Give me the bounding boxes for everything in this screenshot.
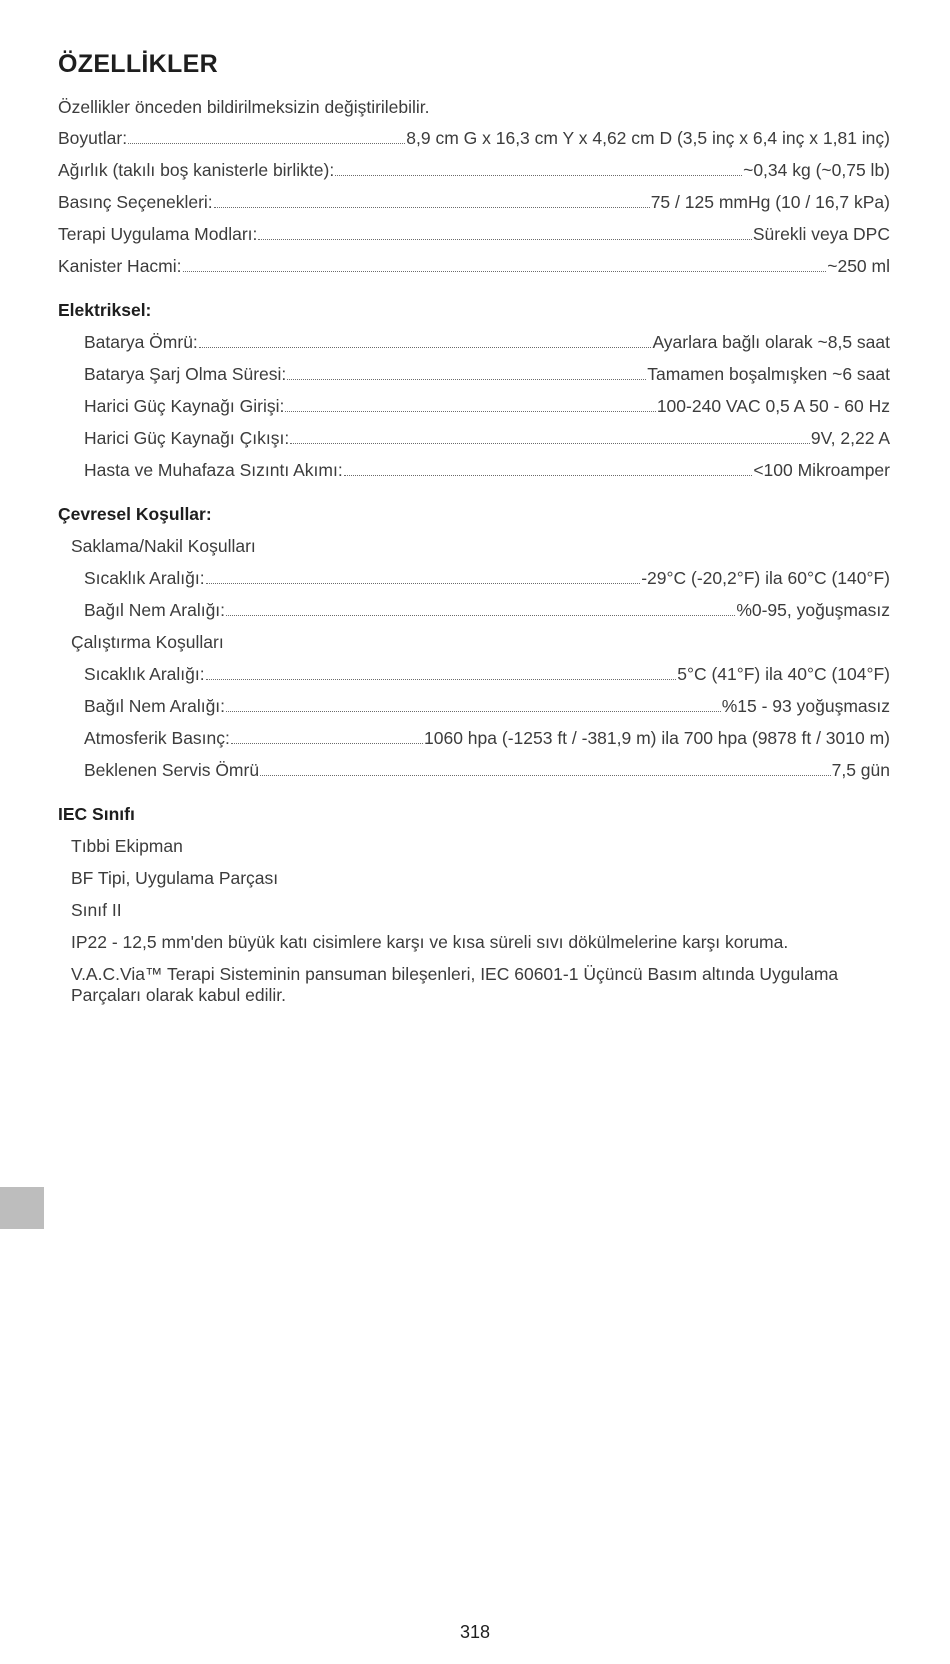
spec-row-power-input — [84, 396, 890, 417]
spec-value: <100 Mikroamper — [753, 460, 890, 480]
leader-dots — [344, 474, 753, 476]
leader-dots — [231, 742, 423, 744]
spec-label: Atmosferik Basınç: — [84, 728, 230, 748]
spec-label: Bağıl Nem Aralığı: — [84, 696, 226, 716]
spec-row-operating-temperature — [84, 664, 890, 685]
chapter-tab-marker — [0, 1187, 44, 1229]
spec-value: ~0,34 kg (~0,75 lb) — [743, 160, 890, 180]
subheading-operating: Çalıştırma Koşulları — [71, 632, 224, 652]
section-heading-electrical: Elektriksel: — [58, 300, 152, 320]
page-number: 318 — [459, 1622, 491, 1642]
spec-label: Harici Güç Kaynağı Girişi: — [84, 396, 285, 416]
leader-dots — [260, 774, 831, 776]
leader-dots — [199, 346, 652, 348]
leader-dots — [226, 710, 721, 712]
leader-dots — [335, 174, 742, 176]
spec-value: Ayarlara bağlı olarak ~8,5 saat — [652, 332, 890, 352]
spec-value: %15 - 93 yoğuşmasız — [721, 696, 890, 716]
spec-value: 75 / 125 mmHg (10 / 16,7 kPa) — [650, 192, 890, 212]
spec-value: 100-240 VAC 0,5 A 50 - 60 Hz — [656, 396, 890, 416]
spec-label: Ağırlık (takılı boş kanisterle birlikte): — [58, 160, 335, 180]
spec-label: Kanister Hacmi: — [58, 256, 182, 276]
leader-dots — [183, 270, 827, 272]
spec-row-power-output — [84, 428, 890, 449]
spec-label: Harici Güç Kaynağı Çıkışı: — [84, 428, 290, 448]
spec-value: Tamamen boşalmışken ~6 saat — [647, 364, 890, 384]
section-heading-iec: IEC Sınıfı — [58, 804, 135, 824]
spec-label: Batarya Şarj Olma Süresi: — [84, 364, 287, 384]
section-heading-environmental: Çevresel Koşullar: — [58, 504, 212, 524]
spec-row-storage-temperature — [84, 568, 890, 589]
leader-dots — [214, 206, 650, 208]
spec-value: 7,5 gün — [831, 760, 890, 780]
spec-row-dimensions — [58, 128, 890, 149]
iec-item: Tıbbi Ekipman — [71, 836, 183, 856]
spec-row-canister-volume — [58, 256, 890, 277]
leader-dots — [290, 442, 810, 444]
spec-value: Sürekli veya DPC — [752, 224, 890, 244]
intro-text: Özellikler önceden bildirilmeksizin değiştirilebilir. — [58, 97, 430, 117]
spec-label: Boyutlar: — [58, 128, 128, 148]
spec-row-leakage-current — [84, 460, 890, 481]
spec-row-battery-life — [84, 332, 890, 353]
spec-label: Hasta ve Muhafaza Sızıntı Akımı: — [84, 460, 343, 480]
leader-dots — [206, 582, 641, 584]
spec-label: Bağıl Nem Aralığı: — [84, 600, 226, 620]
spec-value: -29°C (-20,2°F) ila 60°C (140°F) — [641, 568, 890, 588]
spec-label: Sıcaklık Aralığı: — [84, 568, 205, 588]
spec-row-operating-humidity — [84, 696, 890, 717]
spec-row-pressure — [58, 192, 890, 213]
iec-item: Sınıf II — [71, 900, 122, 920]
spec-label: Batarya Ömrü: — [84, 332, 198, 352]
leader-dots — [258, 238, 751, 240]
iec-item: BF Tipi, Uygulama Parçası — [71, 868, 279, 888]
spec-label: Terapi Uygulama Modları: — [58, 224, 258, 244]
spec-row-therapy-modes — [58, 224, 890, 245]
spec-row-atmospheric-pressure — [84, 728, 890, 749]
subheading-storage: Saklama/Nakil Koşulları — [71, 536, 256, 556]
spec-value: 9V, 2,22 A — [810, 428, 890, 448]
iec-item: V.A.C.Via™ Terapi Sisteminin pansuman bileşenleri, IEC 60601-1 Üçüncü Basım altında Uygulama Parçaları olarak kabul edilir. — [71, 964, 839, 1005]
spec-label: Beklenen Servis Ömrü — [84, 760, 260, 780]
leader-dots — [206, 678, 677, 680]
spec-value: 5°C (41°F) ila 40°C (104°F) — [677, 664, 890, 684]
leader-dots — [226, 614, 735, 616]
leader-dots — [287, 378, 646, 380]
spec-row-service-life — [84, 760, 890, 781]
page-title: ÖZELLİKLER — [58, 50, 218, 78]
spec-label: Basınç Seçenekleri: — [58, 192, 213, 212]
spec-value: %0-95, yoğuşmasız — [736, 600, 890, 620]
leader-dots — [285, 410, 655, 412]
spec-row-weight — [58, 160, 890, 181]
spec-value: ~250 ml — [827, 256, 890, 276]
spec-row-charge-time — [84, 364, 890, 385]
spec-row-storage-humidity — [84, 600, 890, 621]
iec-item: IP22 - 12,5 mm'den büyük katı cisimlere karşı ve kısa süreli sıvı dökülmelerine karşı koruma. — [71, 932, 789, 952]
spec-label: Sıcaklık Aralığı: — [84, 664, 205, 684]
spec-value: 1060 hpa (-1253 ft / -381,9 m) ila 700 hpa (9878 ft / 3010 m) — [424, 728, 890, 748]
spec-value: 8,9 cm G x 16,3 cm Y x 4,62 cm D (3,5 inç x 6,4 inç x 1,81 inç) — [406, 128, 890, 148]
leader-dots — [128, 142, 405, 144]
